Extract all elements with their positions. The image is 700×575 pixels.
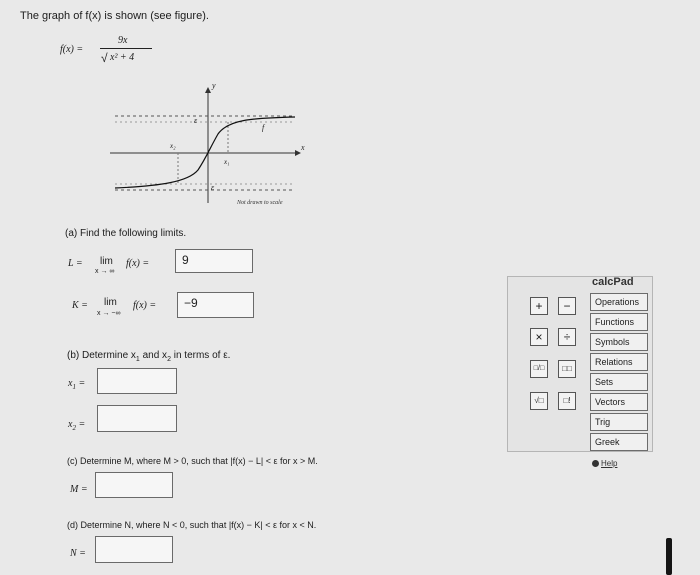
limit-L-operator: lim: [100, 256, 113, 267]
minus-button[interactable]: −: [558, 297, 576, 315]
limit-K-operator: lim: [104, 297, 117, 308]
limit-L-function: f(x) =: [126, 258, 150, 269]
function-lhs: f(x) =: [60, 44, 84, 55]
x2-label: $x_2$ =: [68, 419, 86, 432]
times-button[interactable]: ×: [530, 328, 548, 346]
M-answer-field[interactable]: [95, 472, 173, 498]
limit-K-prefix: K =: [72, 300, 88, 311]
part-c-heading: (c) Determine M, where M > 0, such that |f(x) − L| < ε for x > M.: [67, 456, 318, 466]
epsilon-top-label: ε: [194, 116, 198, 125]
factorial-button[interactable]: □!: [558, 392, 576, 410]
scrollbar-thumb[interactable]: [666, 538, 672, 575]
x2-graph-label: x₂: [170, 142, 176, 150]
calcpad-title: calcPad: [592, 276, 634, 288]
limit-L-subscript: x → ∞: [95, 268, 115, 275]
limit-K-answer-field[interactable]: −9: [177, 292, 254, 318]
tab-operations[interactable]: Operations: [590, 293, 648, 311]
fraction-bar: [100, 48, 152, 49]
help-link[interactable]: Help: [592, 459, 617, 468]
problem-intro: The graph of f(x) is shown (see figure).: [20, 10, 209, 22]
superscript-button[interactable]: □□: [558, 360, 576, 378]
limit-K-function: f(x) =: [133, 300, 157, 311]
part-a-heading: (a) Find the following limits.: [65, 228, 187, 239]
x1-answer-field[interactable]: [97, 368, 177, 394]
N-label: N =: [70, 548, 86, 559]
y-axis-label: y: [212, 81, 216, 90]
divide-button[interactable]: ÷: [558, 328, 576, 346]
M-label: M =: [70, 484, 88, 495]
scale-note: Not drawn to scale: [237, 200, 283, 206]
function-numerator: 9x: [118, 35, 128, 46]
limit-L-prefix: L =: [68, 258, 83, 269]
tab-relations[interactable]: Relations: [590, 353, 648, 371]
y-axis-arrow: [205, 87, 211, 93]
part-d-heading: (d) Determine N, where N < 0, such that |f(x) − K| < ε for x < N.: [67, 520, 317, 530]
tab-trig[interactable]: Trig: [590, 413, 648, 431]
N-answer-field[interactable]: [95, 536, 173, 563]
tab-sets[interactable]: Sets: [590, 373, 648, 391]
x2-answer-field[interactable]: [97, 405, 177, 432]
x-axis-label: x: [301, 143, 305, 152]
limit-graph: [100, 78, 310, 208]
tab-functions[interactable]: Functions: [590, 313, 648, 331]
curve-label: f: [262, 123, 265, 132]
radical-sign: √: [101, 51, 108, 65]
tab-vectors[interactable]: Vectors: [590, 393, 648, 411]
limit-L-answer-field[interactable]: 9: [175, 249, 253, 273]
part-b-heading: (b) Determine $x_1$ and $x_2$ in terms of ε.: [67, 350, 231, 363]
fraction-button[interactable]: □/□: [530, 360, 548, 378]
tab-greek[interactable]: Greek: [590, 433, 648, 451]
sqrt-button[interactable]: √□: [530, 392, 548, 410]
epsilon-bottom-label: ε: [211, 183, 215, 192]
plus-button[interactable]: +: [530, 297, 548, 315]
function-denominator: x² + 4: [110, 52, 135, 63]
limit-K-subscript: x → −∞: [97, 310, 121, 317]
x1-label: $x_1$ =: [68, 378, 86, 391]
tab-symbols[interactable]: Symbols: [590, 333, 648, 351]
help-icon: [592, 460, 599, 467]
x1-graph-label: x₁: [224, 158, 230, 166]
